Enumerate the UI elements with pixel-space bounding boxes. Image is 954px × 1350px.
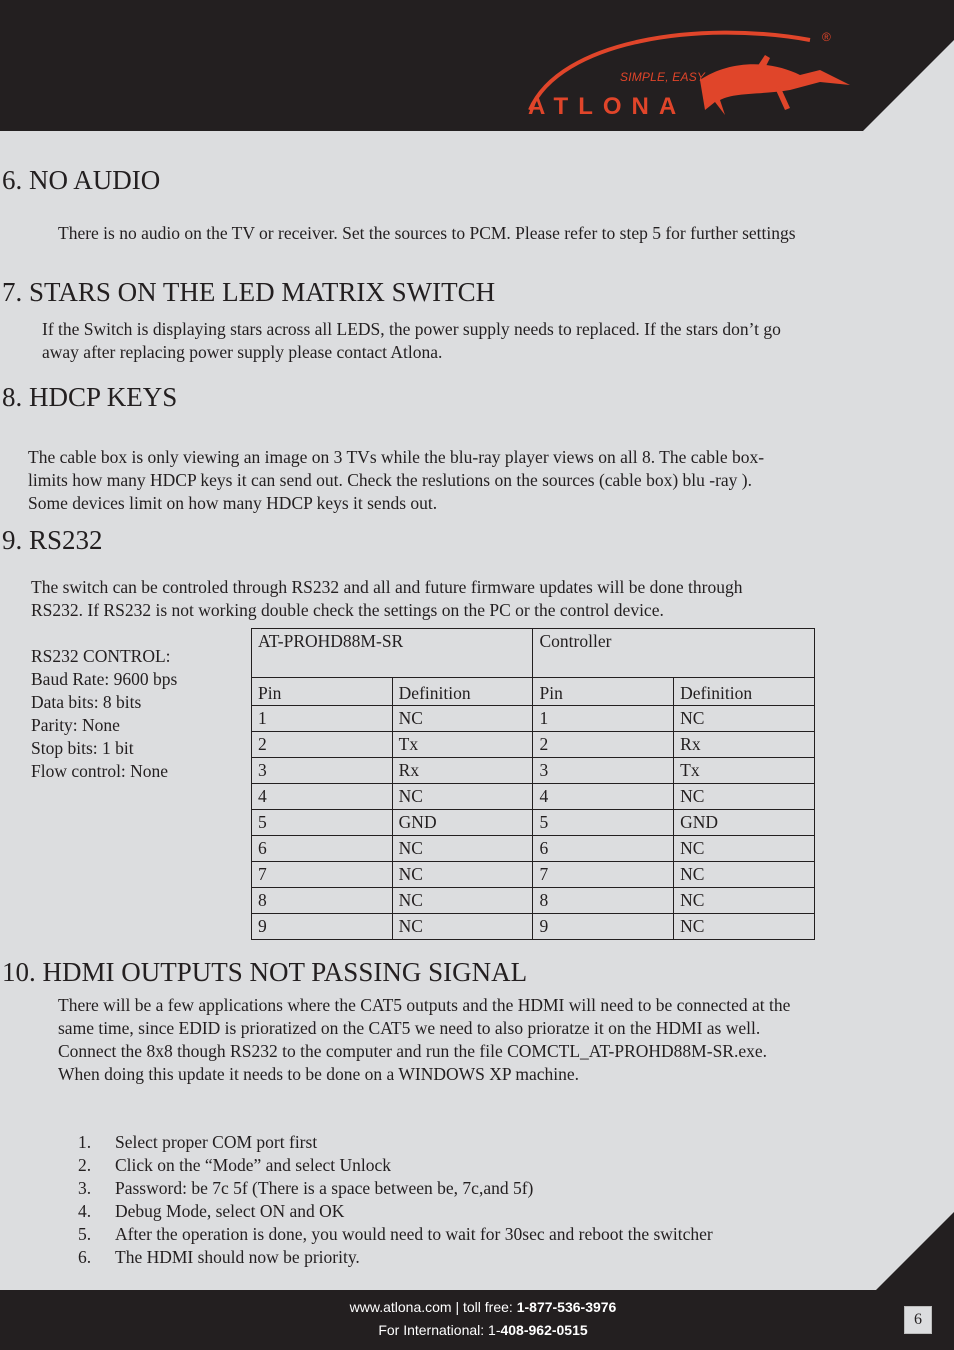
rs232-setting: Stop bits: 1 bit	[31, 738, 134, 758]
stars-text-line-1: If the Switch is displaying stars across all LEDS, the power supply needs to replaced. If the stars don’t go	[42, 319, 781, 339]
step-text: Select proper COM port first	[115, 1132, 318, 1152]
hdmi-text-line-1: There will be a few applications where the CAT5 outputs and the HDMI will need to be connected at the	[58, 995, 791, 1015]
table-cell: 7	[533, 862, 674, 888]
footer-intl-prefix: For International: 1-	[378, 1322, 501, 1338]
list-item	[78, 1246, 713, 1269]
list-item	[78, 1131, 713, 1154]
step-number: 1.	[78, 1132, 92, 1152]
table-cell: 2	[533, 732, 674, 758]
page-number: 6	[904, 1306, 932, 1334]
hdmi-text-line-3: Connect the 8x8 though RS232 to the computer and run the file COMCTL_AT-PROHD88M-SR.exe.	[58, 1041, 768, 1061]
logo-wordmark: ATLONA	[528, 93, 687, 120]
hdcp-text-line-3: Some devices limit on how many HDCP keys it sends out.	[28, 493, 438, 513]
rs232-text-line-1: The switch can be controled through RS232 and all and future firmware updates will be done through	[31, 577, 743, 597]
section-title-rs232: 9. RS232	[2, 525, 103, 555]
table-row	[252, 784, 815, 810]
table-cell: 8	[533, 888, 674, 914]
column-header: Definition	[674, 678, 815, 706]
list-item	[78, 1177, 713, 1200]
rs232-setting: RS232 CONTROL:	[31, 646, 171, 666]
section-title-no-audio: 6. NO AUDIO	[2, 165, 161, 195]
stars-text-line-2: away after replacing power supply please contact Atlona.	[42, 342, 443, 362]
table-cell: Rx	[674, 732, 815, 758]
table-cell: 1	[252, 706, 393, 732]
table-cell: Tx	[392, 732, 533, 758]
footer-intl: 408-962-0515	[500, 1322, 588, 1338]
table-cell: NC	[674, 706, 815, 732]
section-title-hdmi-outputs: 10. HDMI OUTPUTS NOT PASSING SIGNAL	[2, 957, 528, 987]
table-cell: 4	[533, 784, 674, 810]
hdcp-text-line-2: limits how many HDCP keys it can send out. Check the reslutions on the sources (cable box) blu -ray ).	[28, 470, 753, 490]
table-cell: 8	[252, 888, 393, 914]
table-row	[252, 810, 815, 836]
step-text: The HDMI should now be priority.	[115, 1247, 360, 1267]
pinout-table	[251, 628, 815, 940]
table-cell: 4	[252, 784, 393, 810]
table-cell: NC	[674, 888, 815, 914]
logo-tagline: SIMPLE, EASY	[620, 70, 706, 84]
column-header: Pin	[533, 678, 674, 706]
rs232-setting: Parity: None	[31, 715, 120, 735]
header-corner	[862, 40, 954, 132]
table-cell: 2	[252, 732, 393, 758]
table-row	[252, 732, 815, 758]
list-item	[78, 1154, 713, 1177]
step-number: 6.	[78, 1247, 92, 1267]
rs232-setting: Flow control: None	[31, 761, 169, 781]
step-text: Click on the “Mode” and select Unlock	[115, 1155, 392, 1175]
table-cell: 6	[533, 836, 674, 862]
table-cell: NC	[674, 784, 815, 810]
rs232-setting: Data bits: 8 bits	[31, 692, 142, 712]
table-cell: NC	[392, 706, 533, 732]
table-row	[252, 888, 815, 914]
footer-contact-line	[0, 1299, 954, 1315]
steps-list	[78, 1131, 713, 1269]
table-cell: NC	[674, 862, 815, 888]
table-cell: 5	[252, 810, 393, 836]
table-group-header-row	[252, 629, 815, 678]
step-text: Debug Mode, select ON and OK	[115, 1201, 345, 1221]
hdmi-text-line-2: same time, since EDID is prioratized on the CAT5 we need to also prioratze it on the HDMI as well.	[58, 1018, 761, 1038]
table-cell: GND	[392, 810, 533, 836]
table-row	[252, 914, 815, 940]
list-item	[78, 1200, 713, 1223]
footer-tollfree: 1-877-536-3976	[516, 1299, 617, 1315]
table-row	[252, 836, 815, 862]
table-cell: NC	[392, 888, 533, 914]
rs232-settings-list	[31, 645, 177, 783]
rs232-text-line-2: RS232. If RS232 is not working double check the settings on the PC or the control device.	[31, 600, 664, 620]
table-cell: NC	[392, 862, 533, 888]
no-audio-text: There is no audio on the TV or receiver. Set the sources to PCM. Please refer to step 5 for further settings	[58, 223, 796, 243]
table-cell: NC	[392, 914, 533, 940]
section-title-hdcp: 8. HDCP KEYS	[2, 382, 178, 412]
group-header-controller: Controller	[533, 629, 815, 678]
table-cell: NC	[392, 836, 533, 862]
list-item	[78, 1223, 713, 1246]
step-number: 3.	[78, 1178, 92, 1198]
column-header: Pin	[252, 678, 393, 706]
table-cell: GND	[674, 810, 815, 836]
table-column-header-row	[252, 678, 815, 706]
registered-mark: ®	[822, 30, 831, 44]
step-number: 5.	[78, 1224, 92, 1244]
hdmi-text-line-4: When doing this update it needs to be done on a WINDOWS XP machine.	[58, 1064, 580, 1084]
step-text: Password: be 7c 5f (There is a space between be, 7c,and 5f)	[115, 1178, 534, 1198]
table-row	[252, 758, 815, 784]
table-row	[252, 706, 815, 732]
column-header: Definition	[392, 678, 533, 706]
table-cell: 3	[533, 758, 674, 784]
step-number: 4.	[78, 1201, 92, 1221]
table-cell: 9	[252, 914, 393, 940]
step-text: After the operation is done, you would need to wait for 30sec and reboot the switcher	[115, 1224, 713, 1244]
footer-web-prefix: www.atlona.com | toll free:	[349, 1299, 517, 1315]
table-cell: 3	[252, 758, 393, 784]
table-cell: 1	[533, 706, 674, 732]
section-title-stars: 7. STARS ON THE LED MATRIX SWITCH	[2, 277, 496, 307]
table-cell: 5	[533, 810, 674, 836]
table-cell: NC	[674, 836, 815, 862]
table-cell: 7	[252, 862, 393, 888]
table-cell: Tx	[674, 758, 815, 784]
table-cell: NC	[392, 784, 533, 810]
hdcp-text-line-1: The cable box is only viewing an image on 3 TVs while the blu-ray player views on all 8. The cable box-	[28, 447, 765, 467]
table-cell: 6	[252, 836, 393, 862]
table-row	[252, 862, 815, 888]
table-cell: NC	[674, 914, 815, 940]
group-header-device: AT-PROHD88M-SR	[252, 629, 533, 678]
footer-corner	[874, 1212, 954, 1292]
rs232-setting: Baud Rate: 9600 bps	[31, 669, 178, 689]
table-cell: 9	[533, 914, 674, 940]
step-number: 2.	[78, 1155, 92, 1175]
footer-intl-line	[0, 1322, 954, 1338]
table-cell: Rx	[392, 758, 533, 784]
